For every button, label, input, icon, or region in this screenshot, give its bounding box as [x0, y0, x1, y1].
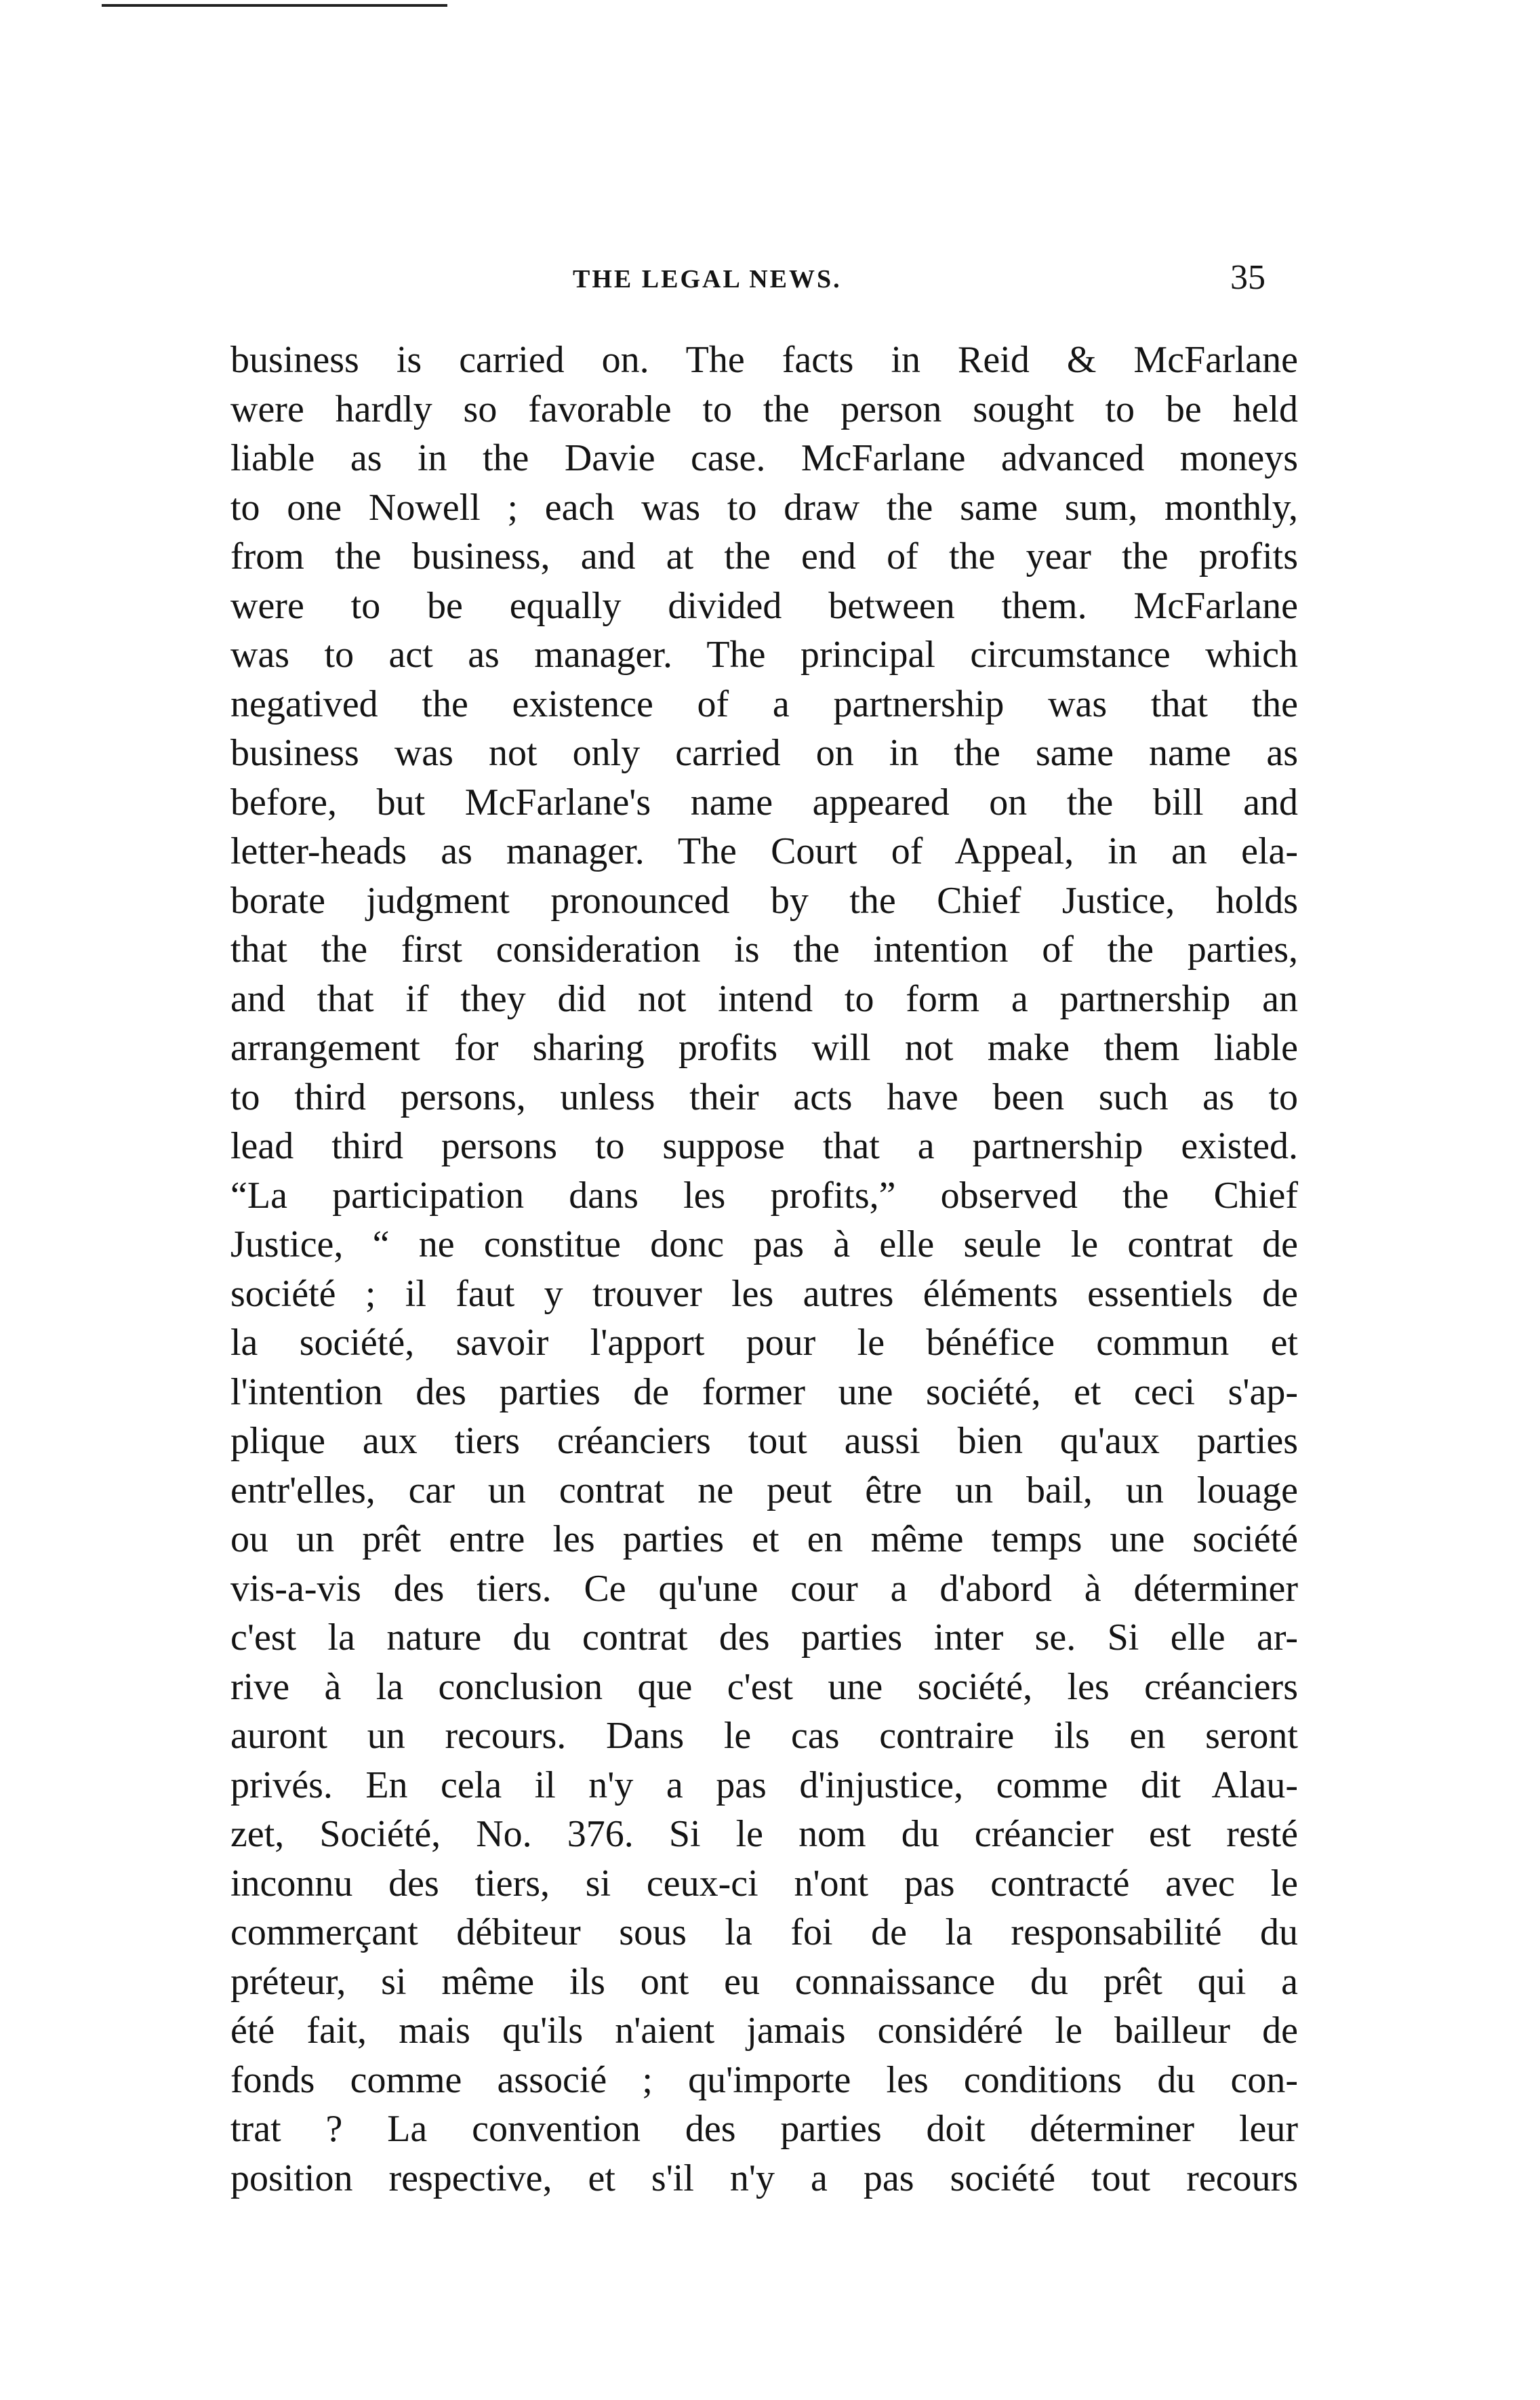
text-line: that the first consideration is the intention of the parties,	[230, 929, 1298, 971]
text-line: l'intention des parties de former une société, et ceci s'ap-	[230, 1370, 1298, 1413]
text-line: were hardly so favorable to the person sought to be held	[230, 388, 1298, 430]
text-line: préteur, si même ils ont eu connaissance du prêt qui a	[230, 1960, 1298, 2003]
text-line: ou un prêt entre les parties et en même temps une société	[230, 1518, 1298, 1560]
text-line: c'est la nature du contrat des parties inter se. Si elle ar-	[230, 1616, 1298, 1659]
text-line: zet, Société, No. 376. Si le nom du créancier est resté	[230, 1813, 1298, 1855]
text-line: lead third persons to suppose that a partnership existed.	[230, 1125, 1298, 1167]
text-line: borate judgment pronounced by the Chief Justice, holds	[230, 879, 1298, 922]
text-line: was to act as manager. The principal circumstance which	[230, 634, 1298, 676]
text-line: auront un recours. Dans le cas contraire ils en seront	[230, 1715, 1298, 1757]
text-line: business is carried on. The facts in Reid & McFarlane	[230, 339, 1298, 381]
text-line: société ; il faut y trouver les autres éléments essentiels de	[230, 1272, 1298, 1315]
running-title: THE LEGAL NEWS.	[573, 265, 842, 293]
body-text	[230, 335, 1298, 2203]
text-line: inconnu des tiers, si ceux-ci n'ont pas contracté avec le	[230, 1862, 1298, 1905]
text-line: entr'elles, car un contrat ne peut être un bail, un louage	[230, 1469, 1298, 1511]
text-line: letter-heads as manager. The Court of Appeal, in an ela-	[230, 830, 1298, 872]
text-line: été fait, mais qu'ils n'aient jamais considéré le bailleur de	[230, 2010, 1298, 2052]
text-line: business was not only carried on in the same name as	[230, 732, 1298, 774]
page-number: 35	[1230, 258, 1265, 297]
text-line: and that if they did not intend to form a partnership an	[230, 977, 1298, 1020]
text-line: to third persons, unless their acts have been such as to	[230, 1076, 1298, 1118]
text-line: rive à la conclusion que c'est une société, les créanciers	[230, 1665, 1298, 1708]
text-line: plique aux tiers créanciers tout aussi bien qu'aux parties	[230, 1420, 1298, 1462]
top-edge-rule	[102, 4, 447, 7]
text-line: trat ? La convention des parties doit déterminer leur	[230, 2108, 1298, 2150]
text-line: liable as in the Davie case. McFarlane advanced moneys	[230, 437, 1298, 479]
text-line: negatived the existence of a partnership was that the	[230, 683, 1298, 725]
text-line: la société, savoir l'apport pour le bénéfice commun et	[230, 1322, 1298, 1364]
text-line: privés. En cela il n'y a pas d'injustice, comme dit Alau-	[230, 1764, 1298, 1806]
text-line: from the business, and at the end of the year the profits	[230, 535, 1298, 577]
text-line: vis-a-vis des tiers. Ce qu'une cour a d'abord à déterminer	[230, 1567, 1298, 1610]
text-line: arrangement for sharing profits will not make them liable	[230, 1027, 1298, 1069]
text-line: commerçant débiteur sous la foi de la responsabilité du	[230, 1911, 1298, 1953]
text-line: to one Nowell ; each was to draw the same sum, monthly,	[230, 486, 1298, 529]
text-line: fonds comme associé ; qu'importe les conditions du con-	[230, 2058, 1298, 2101]
running-head	[0, 258, 1540, 305]
text-line: Justice, “ ne constitue donc pas à elle seule le contrat de	[230, 1223, 1298, 1265]
text-line: position respective, et s'il n'y a pas société tout recours	[230, 2157, 1298, 2199]
text-line: “La participation dans les profits,” observed the Chief	[230, 1174, 1298, 1217]
text-line: before, but McFarlane's name appeared on the bill and	[230, 781, 1298, 823]
text-line: were to be equally divided between them. McFarlane	[230, 584, 1298, 627]
